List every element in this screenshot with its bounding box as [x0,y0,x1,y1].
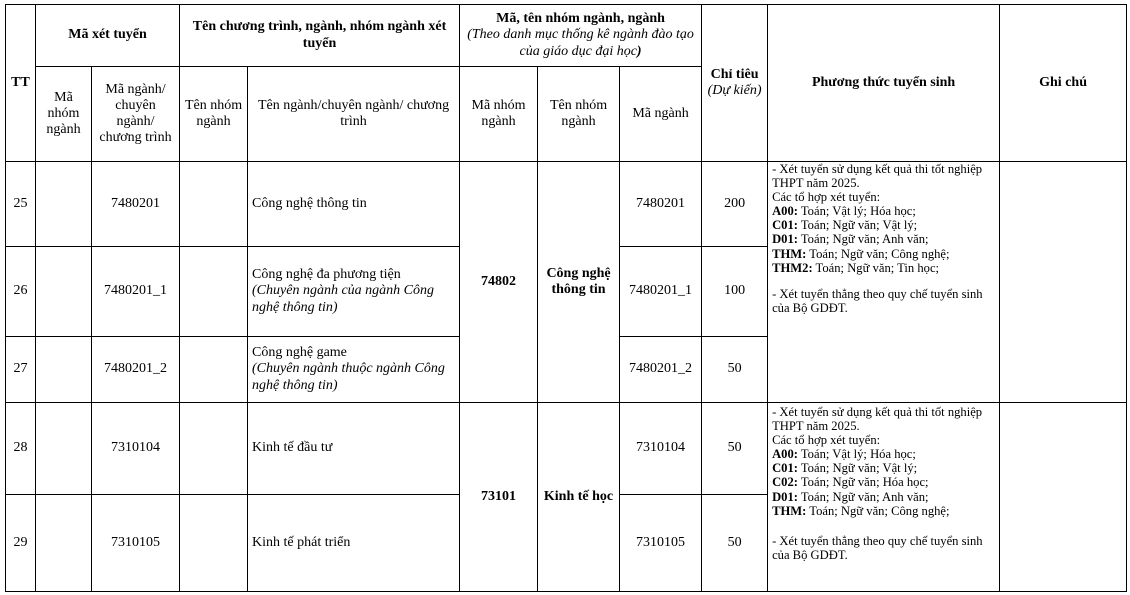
row-code: 7480201 [92,162,180,247]
row-ma-nganh: 7310104 [620,403,702,495]
row-name: Công nghệ game [252,345,347,361]
table-row [6,162,1127,247]
table-row [6,403,1127,495]
combo-subjects: Toán; Ngữ văn; Công nghệ; [806,503,950,518]
header-row-1 [6,5,1127,67]
row-name: Công nghệ đa phương tiện [252,267,401,283]
combo-subjects: Toán; Ngữ văn; Vật lý; [797,218,918,233]
combo-line [772,504,995,518]
row-chi-tieu: 50 [702,337,768,403]
combo-line [772,461,995,475]
combo-line [772,218,995,232]
row-code: 7310104 [92,403,180,495]
combo-code: C01: [772,461,798,476]
combo-code: THM: [772,503,807,518]
group-ma-nhom: 73101 [460,403,538,592]
combo-code: D01: [772,232,798,247]
group-ma-nhom: 74802 [460,162,538,403]
row-ma-nhom [36,495,92,592]
combo-code: A00: [772,204,798,219]
row-tt: 28 [6,403,36,495]
header-ma-nganh-chuyen-nganh: Mã ngành/ chuyên ngành/ chương trình [92,67,180,162]
method-intro: - Xét tuyển sử dụng kết quả thi tốt nghiệp THPT năm 2025. [772,405,983,434]
combo-subjects: Toán; Ngữ văn; Hóa học; [797,475,929,490]
header-phuong-thuc: Phương thức tuyển sinh [768,5,1000,162]
combo-subjects: Toán; Vật lý; Hóa học; [797,447,916,462]
combo-code: A00: [772,447,798,462]
combo-line [772,475,995,489]
header-chi-tieu [702,5,768,162]
spacer [772,275,995,287]
header-tt: TT [6,5,36,162]
row-ma-nhom [36,162,92,247]
row-tt: 29 [6,495,36,592]
header-ma-xet-tuyen: Mã xét tuyển [36,5,180,67]
header-chi-tieu-label: Chỉ tiêu [710,66,759,82]
method-direct: - Xét tuyển thẳng theo quy chế tuyển sinh của Bộ GDĐT. [772,533,983,562]
combo-line [772,232,995,246]
row-chi-tieu: 50 [702,403,768,495]
ghi-chu-cell-1 [1000,162,1127,403]
combo-subjects: Toán; Ngữ văn; Tin học; [812,260,940,275]
row-tt: 25 [6,162,36,247]
row-code: 7480201_2 [92,337,180,403]
header-ghi-chu: Ghi chú [1000,5,1127,162]
method-cell-2 [768,403,1000,592]
combo-line [772,490,995,504]
header-ma-ten-nhom-note-close: ) [636,43,642,59]
header-ma-nhom-nganh: Mã nhóm ngành [36,67,92,162]
row-ma-nganh: 7480201_2 [620,337,702,403]
group-ten-nhom: Kinh tế học [538,403,620,592]
row-ma-nganh: 7310105 [620,495,702,592]
combo-subjects: Toán; Ngữ văn; Công nghệ; [806,246,950,261]
row-name-note: (Chuyên ngành thuộc ngành Công nghệ thông tin) [252,361,445,393]
combo-code: C02: [772,475,798,490]
row-chi-tieu: 50 [702,495,768,592]
row-ma-nganh: 7480201_1 [620,247,702,337]
row-name: Kinh tế phát triển [248,495,460,592]
row-ten-nhom [180,247,248,337]
combo-subjects: Toán; Ngữ văn; Anh văn; [797,489,929,504]
header-ten-nganh-chuyen-nganh: Tên ngành/chuyên ngành/ chương trình [248,67,460,162]
row-ten-nhom [180,162,248,247]
combo-code: THM2: [772,260,813,275]
row-name-cell [248,247,460,337]
row-code: 7310105 [92,495,180,592]
row-ten-nhom [180,337,248,403]
group-ten-nhom: Công nghệ thông tin [538,162,620,403]
row-name-cell [248,337,460,403]
header-ten-nhom-nganh: Tên nhóm ngành [180,67,248,162]
header-ma-nganh: Mã ngành [620,67,702,162]
header-chi-tieu-note: (Dự kiến) [707,83,762,98]
method-cell-1 [768,162,1000,403]
ghi-chu-cell-2 [1000,403,1127,592]
row-name-note: (Chuyên ngành của ngành Công nghệ thông tin) [252,283,434,315]
row-chi-tieu: 100 [702,247,768,337]
combo-code: THM: [772,246,807,261]
row-ten-nhom [180,495,248,592]
combo-line [772,261,995,275]
combo-code: C01: [772,218,798,233]
combo-line [772,247,995,261]
combo-line [772,204,995,218]
row-ma-nhom [36,337,92,403]
row-tt: 26 [6,247,36,337]
combo-line [772,447,995,461]
row-code: 7480201_1 [92,247,180,337]
row-name: Công nghệ thông tin [248,162,460,247]
method-combos-title: Các tổ hợp xét tuyển: [772,433,881,448]
combo-subjects: Toán; Vật lý; Hóa học; [797,204,916,219]
admission-table [5,4,1127,592]
row-ma-nhom [36,403,92,495]
row-ten-nhom [180,403,248,495]
combo-code: D01: [772,489,798,504]
header-ten-nhom-nganh-2: Tên nhóm ngành [538,67,620,162]
row-ma-nganh: 7480201 [620,162,702,247]
header-ten-chuong-trinh: Tên chương trình, ngành, nhóm ngành xét tuyển [180,5,460,67]
method-combos-title: Các tổ hợp xét tuyển: [772,190,881,205]
header-ma-nhom-nganh-2: Mã nhóm ngành [460,67,538,162]
header-ma-ten-nhom-nganh [460,5,702,67]
row-ma-nhom [36,247,92,337]
row-tt: 27 [6,337,36,403]
header-ma-ten-nhom-main: Mã, tên nhóm ngành, ngành [496,11,665,27]
combo-subjects: Toán; Ngữ văn; Anh văn; [797,232,929,247]
method-direct: - Xét tuyển thẳng theo quy chế tuyển sinh của Bộ GDĐT. [772,286,983,315]
row-name: Kinh tế đầu tư [248,403,460,495]
combo-subjects: Toán; Ngữ văn; Vật lý; [797,461,918,476]
row-chi-tieu: 200 [702,162,768,247]
method-intro: - Xét tuyển sử dụng kết quả thi tốt nghiệp THPT năm 2025. [772,162,983,191]
spacer [772,518,995,534]
header-ma-ten-nhom-note: (Theo danh mục thống kê ngành đào tạo của giáo dục đại học [467,27,694,59]
